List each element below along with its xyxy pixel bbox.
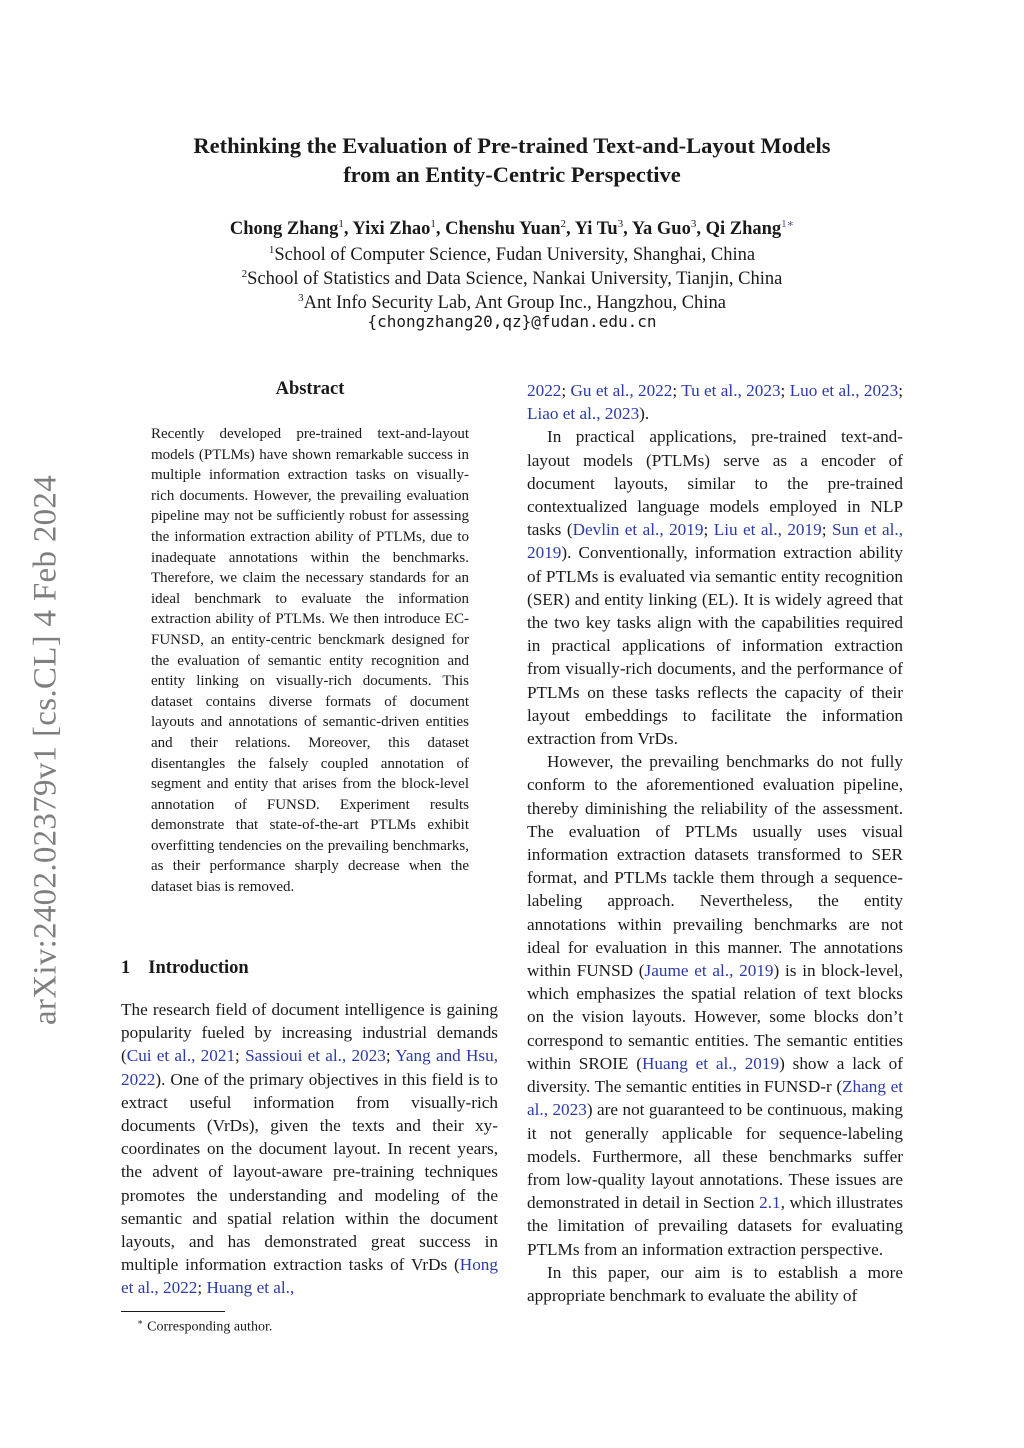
author-affiliation-mark: 1 xyxy=(430,218,436,230)
abstract-text: Recently developed pre-trained text-and-layout models (PTLMs) have shown remarkable success in multiple information extraction tasks on visually-rich documents. However, the prevailing evaluation pipeline may not be sufficiently robust for assessing the information extraction ability of PTLMs, due to inadequate annotations within the benchmarks. Therefore, we claim the necessary standards for an ideal benchmark to evaluate the information extraction ability of PTLMs. We then introduce EC-FUNSD, an entity-centric benckmark designed for the evaluation of semantic entity recognition and entity linking on visually-rich documents. This dataset contains diverse formats of document layouts and annotations of semantic-driven entities and their relations. Moreover, this dataset disentangles the falsely coupled annotation of segment and entity that arises from the block-level annotation of FUNSD. Experiment results demonstrate that state-of-the-art PTLMs exhibit overfitting tendencies on the prevailing benchmarks, as their performance sharply decrease when the dataset bias is removed. xyxy=(151,426,469,896)
affiliation-3 xyxy=(100,286,924,315)
citation-link[interactable]: Hong et al., 2022 xyxy=(121,1255,498,1298)
title-line-2: from an Entity-Centric Perspective xyxy=(343,162,681,187)
author-name xyxy=(445,219,574,239)
body-text: ) show a lack of diversity. The semantic entities in FUNSD-r ( xyxy=(527,1053,903,1097)
footnote xyxy=(137,1317,272,1336)
author-affiliation-mark: 3 xyxy=(617,218,624,230)
body-text: ; xyxy=(821,520,832,540)
paragraph xyxy=(527,1261,903,1307)
section-number: 1 xyxy=(121,958,131,978)
affiliation-mark: 3 xyxy=(298,292,304,304)
abstract-heading: Abstract xyxy=(275,379,345,399)
citation-link[interactable]: Jaume et al., 2019 xyxy=(644,961,774,981)
title-line-1: Rethinking the Evaluation of Pre-trained Text-and-Layout Models xyxy=(193,133,831,158)
section-title: Introduction xyxy=(148,958,249,978)
paragraph xyxy=(121,998,498,1300)
paragraph xyxy=(527,425,903,750)
citation-link[interactable]: Devlin et al., 2019 xyxy=(572,520,704,540)
citation-link[interactable]: Cui et al., 2021 xyxy=(126,1046,236,1066)
citation-link[interactable]: Tu et al., 2023 xyxy=(681,381,781,400)
author-name xyxy=(706,219,795,239)
author-separator: , xyxy=(343,219,353,240)
author-name-text: Yi Tu xyxy=(574,219,618,240)
author-name xyxy=(230,219,353,239)
body-text: ) are not guaranteed to be continuous, making it not generally applicable for sequence-labeling models. Furthermore, all these benchmarks suffer from low-quality layout annotations. These issues are demonstrated in detail in Section xyxy=(527,1100,903,1213)
affiliation-text: Ant Info Security Lab, Ant Group Inc., Hangzhou, China xyxy=(303,293,726,314)
citation-link[interactable]: Luo et al., 2023 xyxy=(789,381,899,400)
citation-link[interactable]: 2022 xyxy=(527,381,562,400)
author-name xyxy=(352,219,445,239)
citation-link[interactable]: Huang et al., xyxy=(206,1278,295,1298)
body-text: ; xyxy=(235,1046,246,1066)
author-separator: , xyxy=(435,219,446,240)
body-text: The research field of document intelligence is gaining popularity fueled by increasing industrial demands ( xyxy=(121,1000,498,1066)
body-text: ; xyxy=(898,381,904,400)
citation-link[interactable]: Yang and Hsu, 2022 xyxy=(121,1046,498,1089)
body-text: However, the prevailing benchmarks do not fully conform to the aforementioned evaluation pipeline, thereby diminishing the reliability of the assessment. The evaluation of PTLMs usually uses visual information extraction datasets transformed to SER format, and PTLMs tackle them through a sequence-labeling approach. Nevertheless, the entity annotations within prevailing benchmarks are not ideal for evaluation in this manner. The annotations within FUNSD ( xyxy=(527,752,903,981)
author-name-text: Chong Zhang xyxy=(229,219,339,240)
paragraph xyxy=(527,750,903,1260)
intro-left-column xyxy=(121,998,498,1300)
citation-link[interactable]: Liao et al., 2023 xyxy=(527,404,640,424)
body-text: In practical applications, pre-trained text-and-layout models (PTLMs) serve as a encoder of document layouts, similar to the pre-trained contextualized language models employed in NLP tasks ( xyxy=(527,427,903,540)
body-text: ; xyxy=(385,1046,396,1066)
body-text: ; xyxy=(561,381,571,400)
author-affiliation-mark: 1 xyxy=(338,218,344,230)
citation-link[interactable]: Gu et al., 2022 xyxy=(570,381,673,400)
author-name-text: Yixi Zhao xyxy=(352,219,431,240)
footnote-mark: ∗ xyxy=(137,1317,144,1327)
body-text: In this paper, our aim is to establish a more appropriate benchmark to evaluate the ability of xyxy=(527,1262,903,1305)
citation-link[interactable]: Zhang et al., 2023 xyxy=(527,1077,903,1120)
body-text: ) is in block-level, which emphasizes the spatial relation of text blocks on the vision layouts. However, some blocks don’t correspond to semantic entities. The semantic entities within SROIE ( xyxy=(527,961,903,1073)
author-affiliation-mark: 1∗ xyxy=(781,218,795,230)
body-text: , which illustrates the limitation of prevailing datasets for evaluating PTLMs from an information extraction perspective. xyxy=(527,1193,904,1259)
body-text: ). xyxy=(639,404,650,424)
footnote-rule xyxy=(121,1311,225,1312)
body-text: ). Conventionally, information extraction ability of PTLMs is evaluated via semantic entity recognition (SER) and entity linking (EL). It is widely agreed that the two key tasks align with the capabilities required in practical applications of information extraction from visually-rich documents, and the performance of PTLMs on these tasks reflects the capacity of their layout embeddings to facilitate the information extraction from VrDs. xyxy=(527,543,903,749)
arxiv-stamp: arXiv:2402.02379v1 [cs.CL] 4 Feb 2024 xyxy=(27,474,64,1026)
citation-link[interactable]: Huang et al., 2019 xyxy=(641,1053,780,1073)
contact-email[interactable]: {chongzhang20,qz}@fudan.edu.cn xyxy=(367,312,657,331)
section-heading xyxy=(121,958,249,979)
citation-link[interactable]: Liu et al., 2019 xyxy=(713,520,822,540)
intro-right-column xyxy=(527,379,903,1307)
paper-title xyxy=(100,131,924,189)
body-text: ). One of the primary objectives in this field is to extract useful information from visually-rich documents (VrDs), given the texts and their xy-coordinates on the document layout. In recent years, the advent of layout-aware pre-training techniques promotes the understanding and modeling of the semantic and spatial relation within the document layouts, and has demonstrated great success in multiple information extraction tasks of VrDs ( xyxy=(121,1069,498,1275)
affiliation-mark: 1 xyxy=(268,244,275,256)
body-text: ; xyxy=(672,381,682,400)
author-affiliation-mark: 3 xyxy=(690,218,697,230)
author-separator: , xyxy=(566,219,575,240)
author-name-text: Qi Zhang xyxy=(705,219,782,240)
author-name-text: Ya Guo xyxy=(631,219,691,240)
citation-link[interactable]: Sun et al., 2019 xyxy=(527,520,903,563)
author-separator: , xyxy=(623,219,632,240)
footnote-text: Corresponding author. xyxy=(147,1319,273,1335)
affiliation-mark: 2 xyxy=(241,268,248,280)
body-text: ; xyxy=(197,1278,207,1298)
paragraph xyxy=(527,379,903,425)
citation-link[interactable]: Sassioui et al., 2023 xyxy=(245,1046,386,1066)
body-text: ; xyxy=(780,381,790,400)
author-separator: , xyxy=(696,219,706,240)
author-name-text: Chenshu Yuan xyxy=(445,219,561,240)
arxiv-sidebar xyxy=(16,450,76,1050)
affiliation-text: School of Statistics and Data Science, Nankai University, Tianjin, China xyxy=(247,269,783,290)
author-name xyxy=(575,219,632,239)
author-name xyxy=(632,219,706,239)
citation-link[interactable]: 2.1 xyxy=(759,1193,781,1213)
body-text: ; xyxy=(703,520,714,540)
affiliation-text: School of Computer Science, Fudan University, Shanghai, China xyxy=(274,245,756,266)
author-affiliation-mark: 2 xyxy=(560,218,566,230)
